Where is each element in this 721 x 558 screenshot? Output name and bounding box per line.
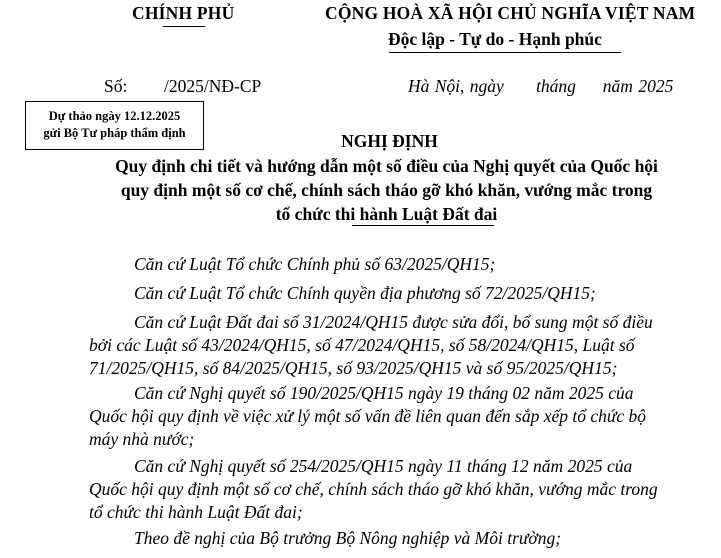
preamble-line: Căn cứ Luật Đất đai số 31/2024/QH15 được sửa đổi, bổ sung một số điều [134, 312, 653, 332]
national-title: CỘNG HOÀ XÃ HỘI CHỦ NGHĨA VIỆT NAM [325, 3, 696, 23]
national-motto: Độc lập - Tự do - Hạnh phúc [388, 29, 602, 49]
preamble-paragraph-4 [89, 382, 666, 451]
preamble-line: 71/2025/QH15, số 84/2025/QH15, số 93/2025/QH15 và số 95/2025/QH15; [89, 358, 618, 378]
document-type: NGHỊ ĐỊNH [341, 131, 438, 151]
document-title [0, 154, 721, 226]
preamble-paragraph-5 [89, 455, 666, 524]
issuing-agency: CHÍNH PHỦ [132, 3, 235, 23]
preamble-line: bởi các Luật số 43/2024/QH15, số 47/2024/QH15, số 58/2024/QH15, Luật số [89, 335, 635, 355]
title-line-3: tổ chức thi hành Luật Đất đai [275, 204, 498, 224]
preamble-line: Căn cứ Nghị quyết số 190/2025/QH15 ngày 19 tháng 02 năm 2025 của [134, 383, 634, 403]
preamble-line: Căn cứ Luật Tổ chức Chính quyền địa phương số 72/2025/QH15; [134, 283, 596, 303]
place-and-date: Hà Nội, ngày tháng năm 2025 [408, 76, 674, 96]
preamble-line: Quốc hội quy định về việc xử lý một số vấn đề liên quan đến sắp xếp tổ chức bộ [89, 406, 647, 426]
preamble-line: Quốc hội quy định một số cơ chế, chính sách tháo gỡ khó khăn, vướng mắc trong [89, 479, 658, 499]
document-number-value: /2025/NĐ-CP [164, 76, 262, 96]
preamble-paragraph-2 [89, 282, 666, 305]
agency-underline [163, 26, 205, 27]
document-number-prefix: Số: [104, 76, 128, 96]
draft-stamp-line-1: Dự thảo ngày 12.12.2025 [48, 109, 181, 123]
preamble-line: Theo đề nghị của Bộ trưởng Bộ Nông nghiệp và Môi trường; [134, 528, 562, 548]
title-underline [352, 225, 494, 226]
motto-underline [389, 52, 621, 53]
preamble-line: máy nhà nước; [89, 429, 195, 449]
preamble-line: Căn cứ Luật Tổ chức Chính phủ số 63/2025/QH15; [134, 254, 496, 274]
preamble-line: Căn cứ Nghị quyết số 254/2025/QH15 ngày 11 tháng 12 năm 2025 của [134, 456, 633, 476]
preamble-paragraph-1 [89, 253, 666, 276]
preamble-paragraph-3 [89, 311, 666, 380]
document-number [104, 76, 261, 97]
title-line-2: quy định một số cơ chế, chính sách tháo gỡ khó khăn, vướng mắc trong [120, 180, 653, 200]
preamble-line: tổ chức thi hành Luật Đất đai; [89, 502, 303, 522]
title-line-1: Quy định chi tiết và hướng dẫn một số điều của Nghị quyết của Quốc hội [115, 156, 658, 176]
draft-stamp-line-2: gửi Bộ Tư pháp thẩm định [43, 126, 186, 140]
preamble-paragraph-6 [89, 527, 666, 550]
